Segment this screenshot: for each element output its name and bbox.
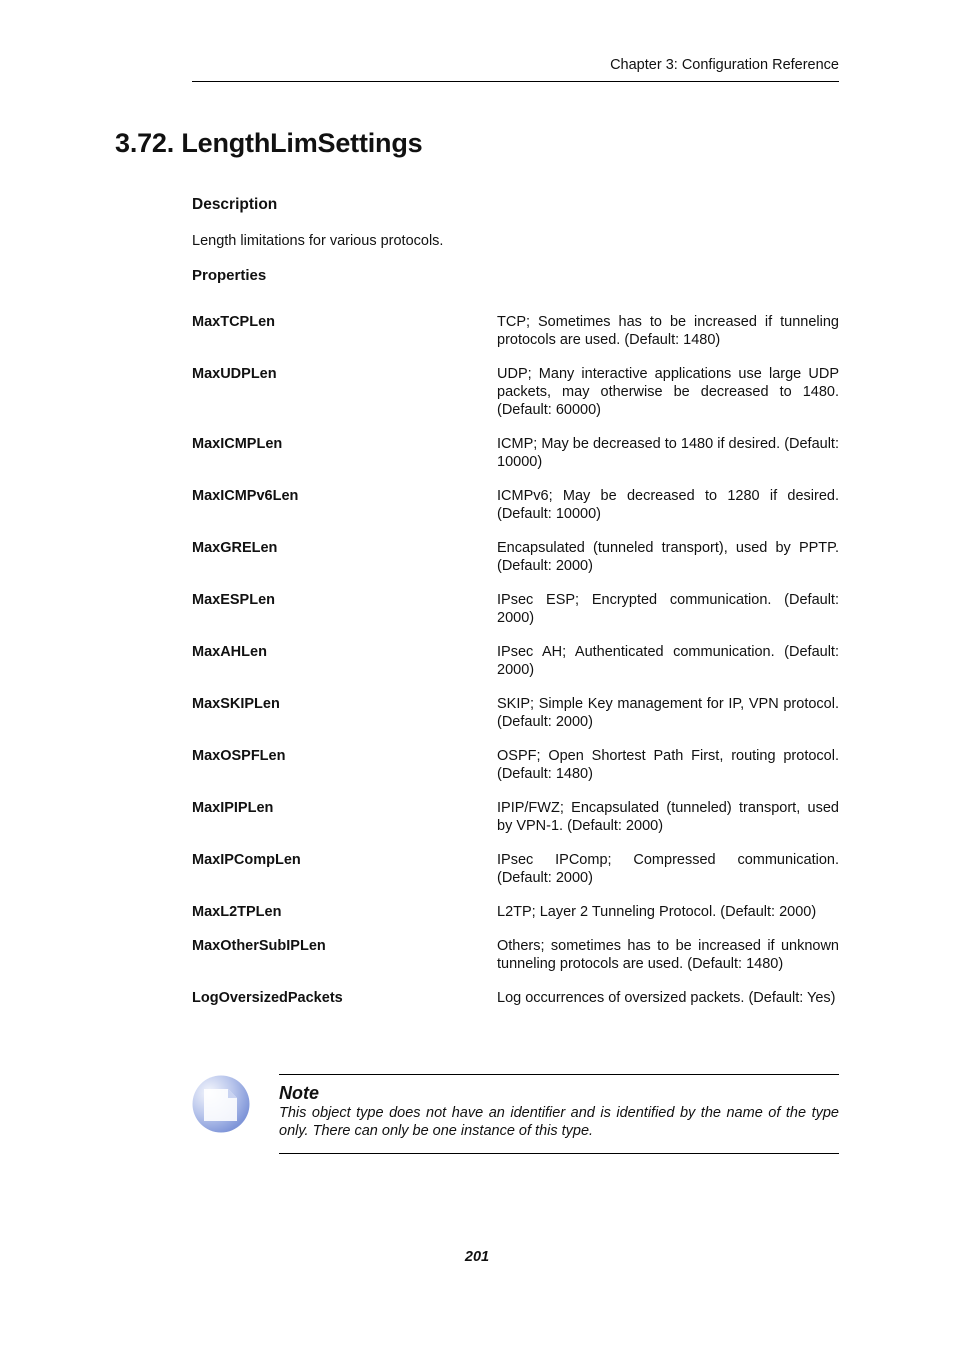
- property-row: [192, 747, 839, 783]
- description-heading: Description: [192, 196, 278, 213]
- note-page-icon: [192, 1075, 250, 1133]
- property-name: MaxESPLen: [192, 592, 275, 608]
- property-name: MaxAHLen: [192, 644, 267, 660]
- note-text: This object type does not have an identifier and is identified by the name of the type only. There can only be one instance of this type.: [279, 1105, 839, 1139]
- property-row: [192, 365, 839, 419]
- property-name: MaxTCPLen: [192, 314, 275, 330]
- property-row: [192, 989, 839, 1007]
- property-name: MaxUDPLen: [192, 366, 277, 382]
- property-row: [192, 313, 839, 349]
- property-description: IPIP/FWZ; Encapsulated (tunneled) transport, used by VPN-1. (Default: 2000): [497, 800, 839, 834]
- page-number: 201: [464, 1249, 490, 1265]
- property-description: SKIP; Simple Key management for IP, VPN protocol. (Default: 2000): [497, 696, 839, 730]
- property-row: [192, 851, 839, 887]
- property-name: MaxOSPFLen: [192, 748, 286, 764]
- note-title: Note: [279, 1083, 319, 1103]
- running-header: Chapter 3: Configuration Reference: [192, 55, 839, 82]
- property-name: MaxIPIPLen: [192, 800, 274, 816]
- description-text: Length limitations for various protocols.: [192, 233, 444, 249]
- page-title: 3.72. LengthLimSettings: [115, 128, 423, 158]
- property-row: [192, 591, 839, 627]
- property-description: IPsec IPComp; Compressed communication. (Default: 2000): [497, 852, 839, 886]
- property-row: [192, 799, 839, 835]
- property-row: [192, 435, 839, 471]
- property-name: LogOversizedPackets: [192, 990, 343, 1006]
- properties-table: [192, 313, 839, 1023]
- property-name: MaxICMPLen: [192, 436, 283, 452]
- property-description: Log occurrences of oversized packets. (Default: Yes): [497, 990, 836, 1006]
- note-box: [279, 1074, 839, 1154]
- property-name: MaxIPCompLen: [192, 852, 301, 868]
- property-row: [192, 695, 839, 731]
- properties-heading: Properties: [192, 267, 267, 284]
- property-description: ICMPv6; May be decreased to 1280 if desired. (Default: 10000): [497, 488, 839, 522]
- property-description: ICMP; May be decreased to 1480 if desired. (Default: 10000): [497, 436, 839, 470]
- property-row: [192, 487, 839, 523]
- property-description: UDP; Many interactive applications use large UDP packets, may otherwise be decreased to 1480. (Default: 60000): [497, 366, 839, 418]
- property-description: L2TP; Layer 2 Tunneling Protocol. (Default: 2000): [497, 904, 817, 920]
- property-description: IPsec ESP; Encrypted communication. (Default: 2000): [497, 592, 839, 626]
- property-row: [192, 643, 839, 679]
- property-row: [192, 903, 839, 921]
- property-description: IPsec AH; Authenticated communication. (Default: 2000): [497, 644, 839, 678]
- property-name: MaxICMPv6Len: [192, 488, 299, 504]
- property-description: OSPF; Open Shortest Path First, routing protocol. (Default: 1480): [497, 748, 839, 782]
- property-name: MaxGRELen: [192, 540, 278, 556]
- property-name: MaxOtherSubIPLen: [192, 938, 326, 954]
- property-description: Encapsulated (tunneled transport), used by PPTP. (Default: 2000): [497, 540, 839, 574]
- property-name: MaxL2TPLen: [192, 904, 282, 920]
- property-name: MaxSKIPLen: [192, 696, 280, 712]
- property-description: TCP; Sometimes has to be increased if tunneling protocols are used. (Default: 1480): [497, 314, 839, 348]
- property-row: [192, 937, 839, 973]
- property-description: Others; sometimes has to be increased if unknown tunneling protocols are used. (Default: 1480): [497, 938, 839, 972]
- property-row: [192, 539, 839, 575]
